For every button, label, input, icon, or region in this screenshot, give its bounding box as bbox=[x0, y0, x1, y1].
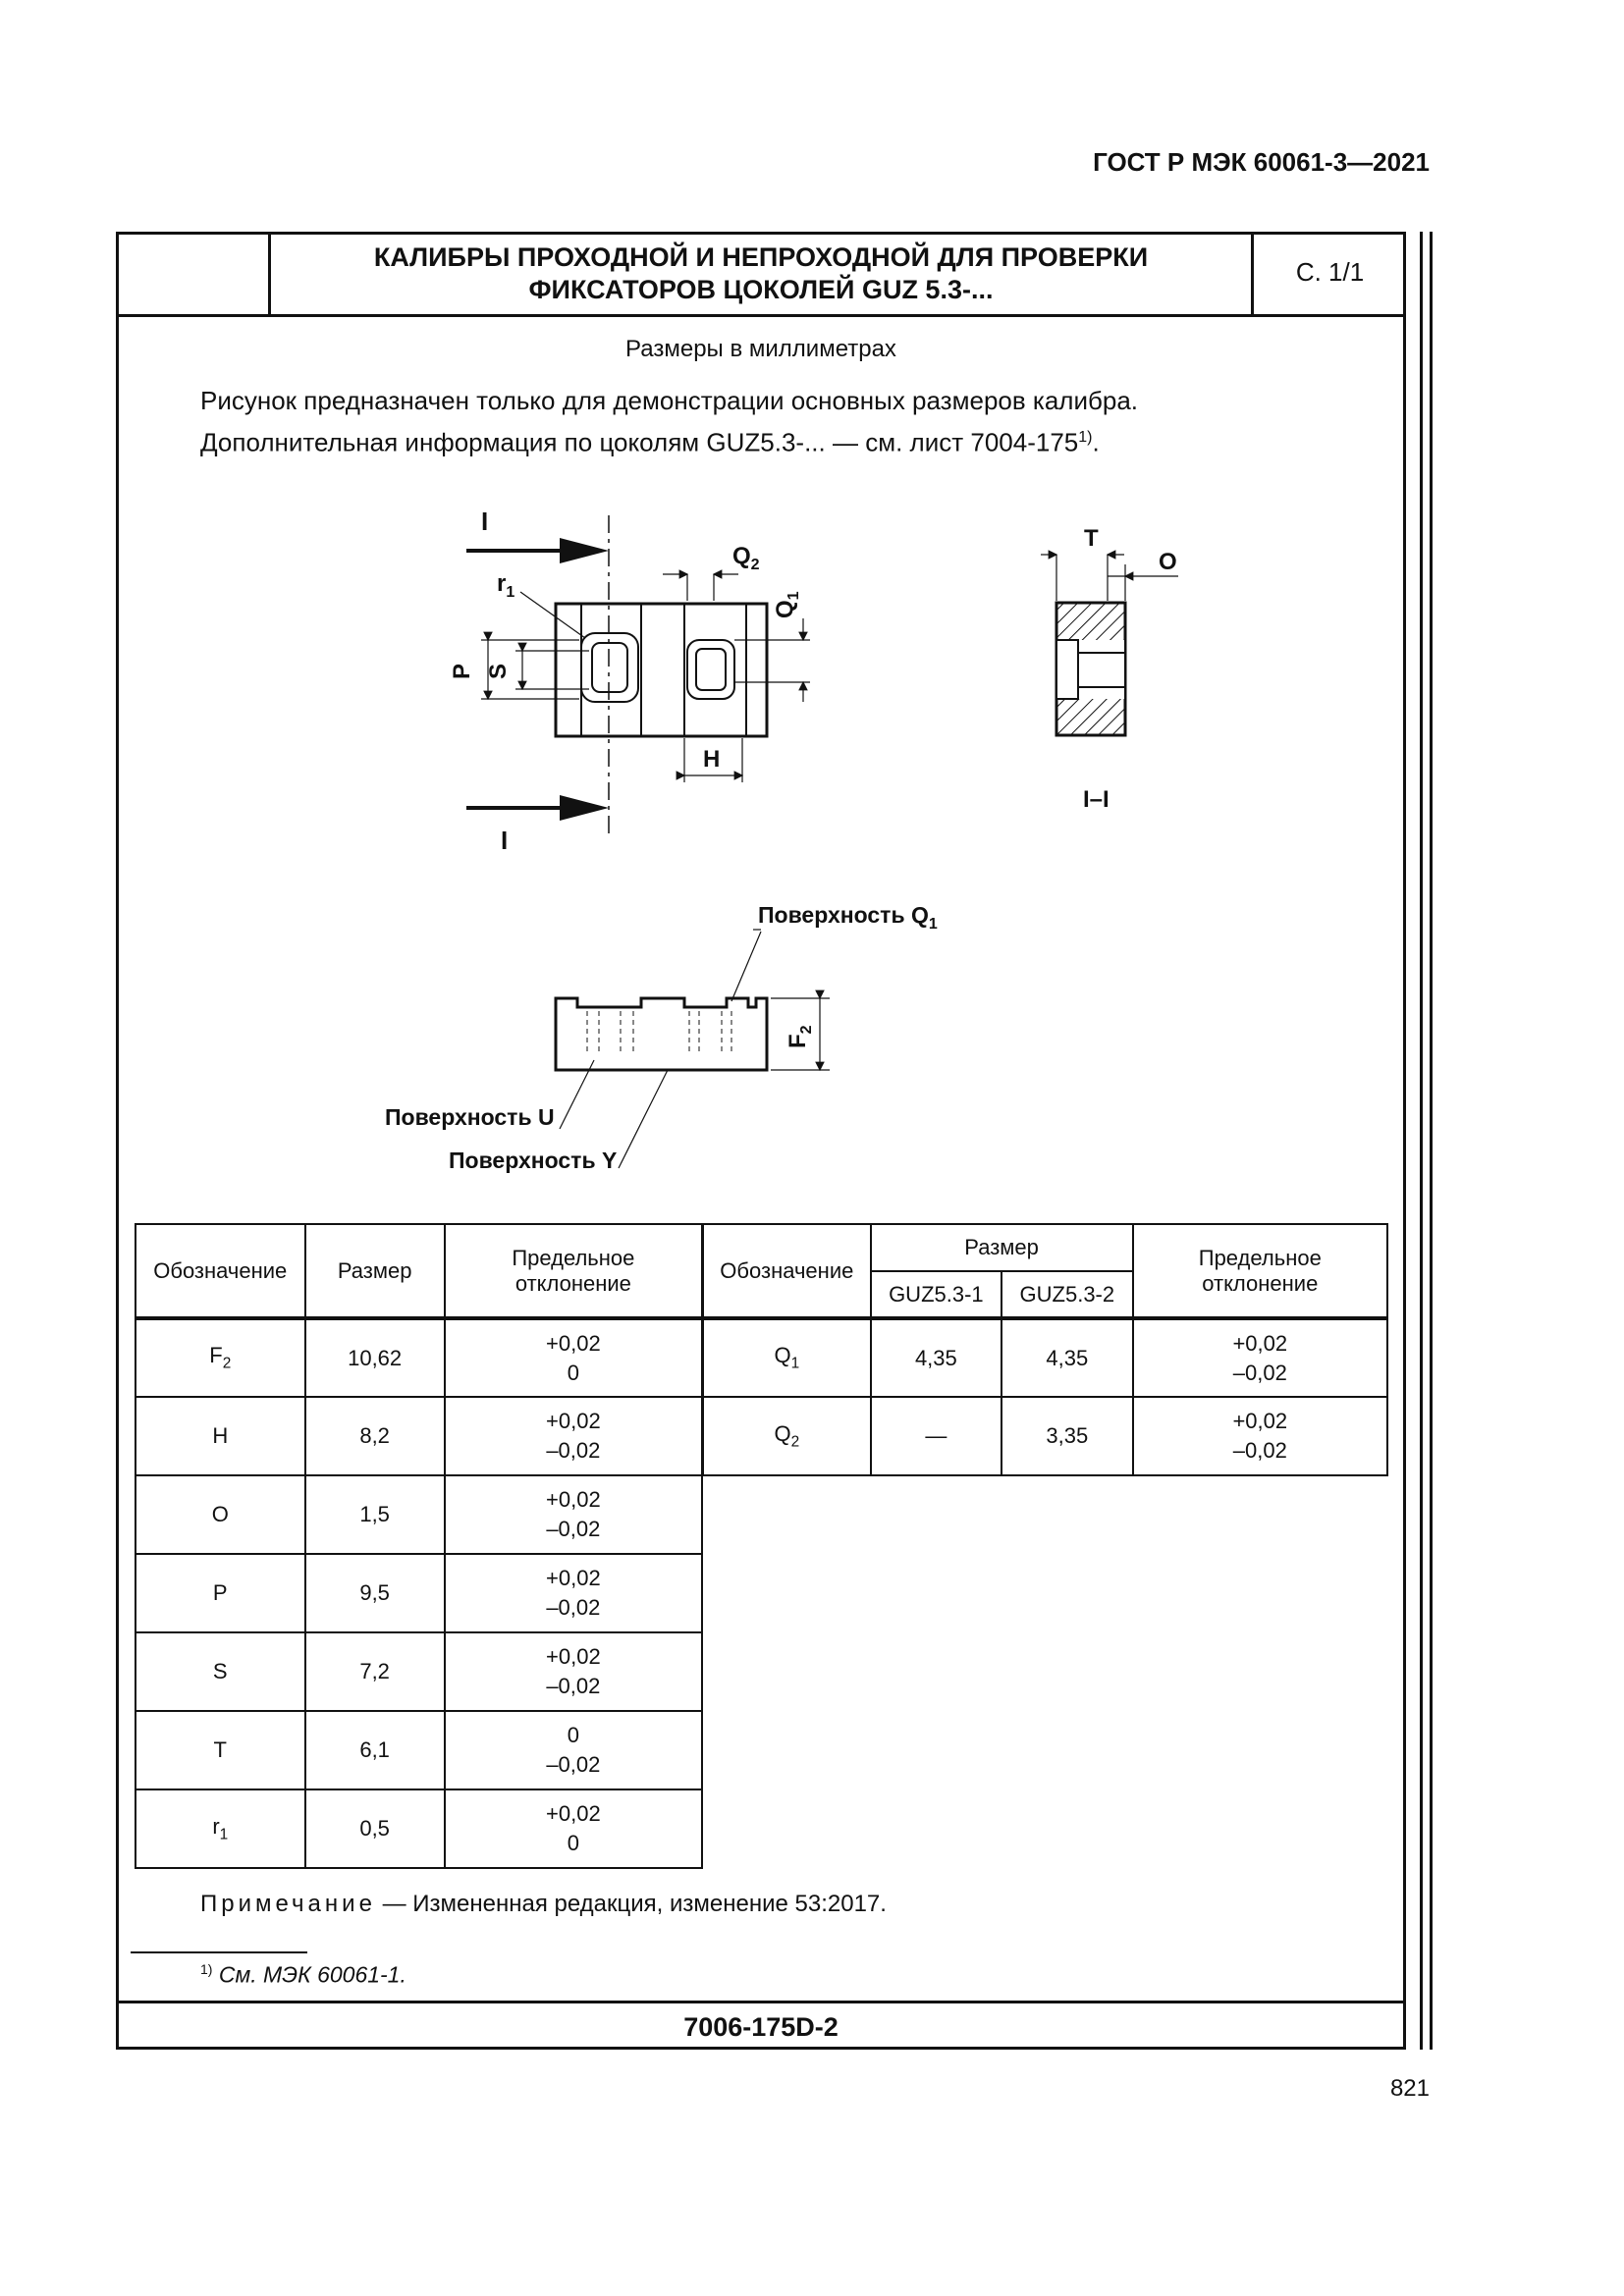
table-row: $Q_2$ — 3,35 +0,02 –0,02 bbox=[703, 1397, 1387, 1475]
table-row: $F_2$ 10,62 +0,02 0 bbox=[135, 1318, 702, 1397]
left-dimensions-table bbox=[135, 1223, 703, 1869]
subheader: GUZ5.3-1 bbox=[871, 1271, 1001, 1318]
t-label: T bbox=[1084, 525, 1099, 552]
surface-u-label: Поверхность U bbox=[385, 1104, 555, 1130]
col-header: Обозначение bbox=[703, 1224, 871, 1318]
page-number: 821 bbox=[1389, 2075, 1430, 2102]
sheet-number: С. 1/1 bbox=[1295, 257, 1365, 287]
footer-divider bbox=[116, 2001, 1406, 2003]
section-mark: I bbox=[501, 826, 509, 855]
section-label: I–I bbox=[1083, 786, 1110, 813]
footnote-separator bbox=[131, 1951, 307, 1953]
r1-label: $r_1$ bbox=[497, 570, 515, 601]
sheet-title: КАЛИБРЫ ПРОХОДНОЙ И НЕПРОХОДНОЙ ДЛЯ ПРОВЕРКИ ФИКСАТОРОВ ЦОКОЛЕЙ GUZ 5.3-... bbox=[373, 242, 1149, 304]
table-row: O 1,5 +0,02 –0,02 bbox=[135, 1475, 702, 1554]
q1-label: $Q_1$ bbox=[772, 591, 802, 618]
col-header: Размер bbox=[871, 1224, 1133, 1271]
q2-label: $Q_2$ bbox=[732, 543, 760, 573]
f2-label: $F_2$ bbox=[785, 1025, 815, 1048]
table-row: H 8,2 +0,02 –0,02 bbox=[135, 1397, 702, 1475]
right-dimensions-table bbox=[702, 1223, 1388, 1476]
intro-text: Рисунок предназначен только для демонстрации основных размеров калибра. Дополнительная информация по цоколям GUZ5.3-... — см. лист 7004-175$^{1)}$. bbox=[200, 386, 1139, 457]
table-row: T 6,1 0 –0,02 bbox=[135, 1711, 702, 1789]
surface-y-label: Поверхность Y bbox=[449, 1148, 618, 1173]
footnote: $^{1)}$ См. МЭК 60061-1. bbox=[200, 1961, 406, 1988]
col-header: Обозначение bbox=[135, 1224, 305, 1318]
table-row: $Q_1$ 4,35 4,35 +0,02 –0,02 bbox=[703, 1318, 1387, 1397]
sheet-code: 7006-175D-2 bbox=[683, 2012, 839, 2042]
table-row: $r_1$ 0,5 +0,02 0 bbox=[135, 1789, 702, 1868]
col-header: Предельное отклонение bbox=[1133, 1224, 1387, 1318]
note: Примечание — Измененная редакция, изменение 53:2017. bbox=[200, 1891, 887, 1917]
col-header: Размер bbox=[305, 1224, 445, 1318]
section-mark: I bbox=[481, 507, 489, 536]
h-label: H bbox=[703, 746, 721, 773]
subheader: GUZ5.3-2 bbox=[1001, 1271, 1132, 1318]
s-label: S bbox=[485, 663, 512, 679]
standard-number: ГОСТ Р МЭК 60061-3—2021 bbox=[1093, 147, 1430, 177]
table-row: P 9,5 +0,02 –0,02 bbox=[135, 1554, 702, 1632]
o-label: O bbox=[1159, 549, 1177, 575]
p-label: P bbox=[449, 663, 475, 679]
dimensions-note: Размеры в миллиметрах bbox=[625, 336, 896, 362]
table-row: S 7,2 +0,02 –0,02 bbox=[135, 1632, 702, 1711]
surface-q1-label: Поверхность $Q_1$ bbox=[758, 902, 938, 933]
col-header: Предельное отклонение bbox=[445, 1224, 702, 1318]
